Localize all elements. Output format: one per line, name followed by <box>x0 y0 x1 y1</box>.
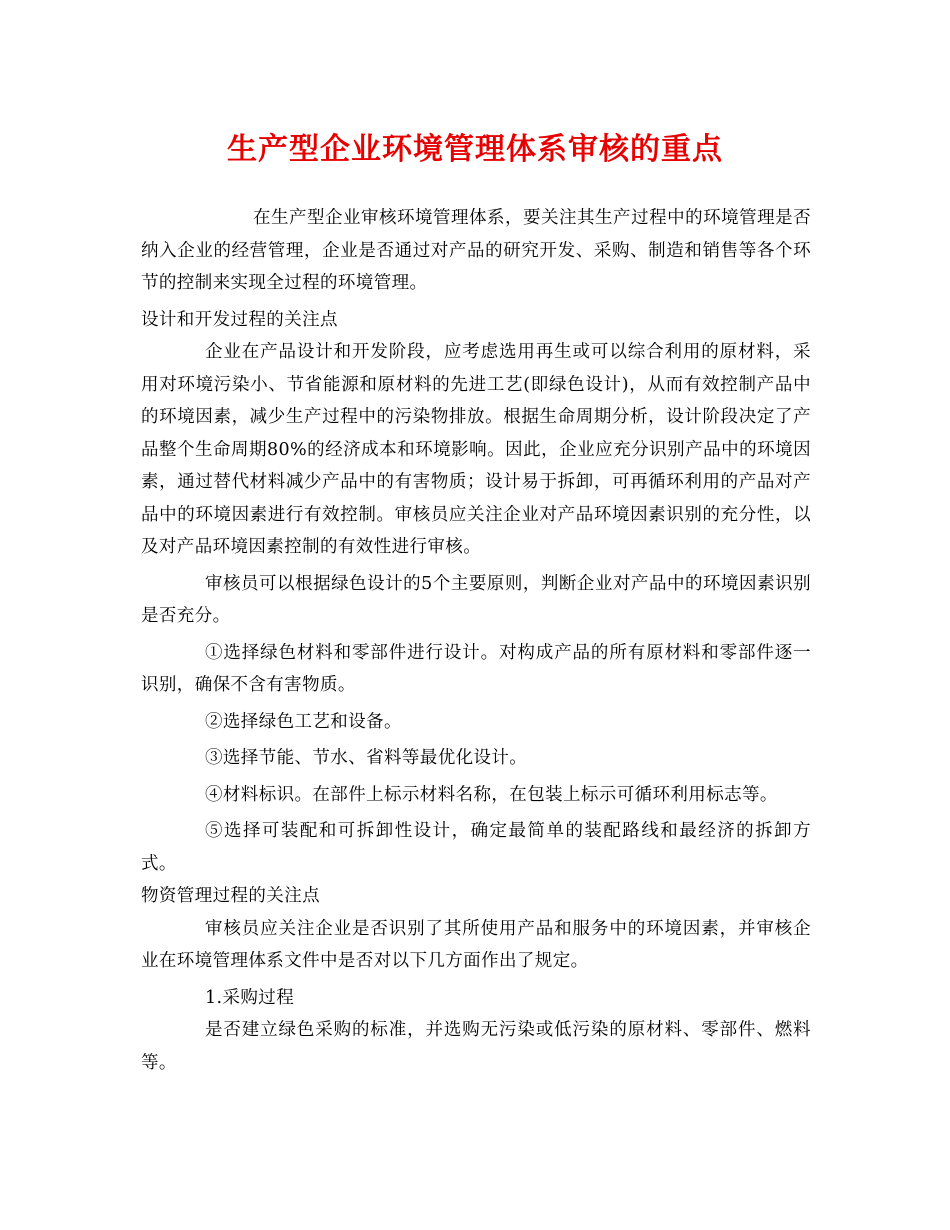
document-title: 生产型企业环境管理体系审核的重点 <box>227 132 723 167</box>
list-item-principle-5: ⑤选择可装配和可拆卸性设计，确定最简单的装配路线和最经济的拆卸方式。 <box>141 821 811 874</box>
list-item-principle-1: ①选择绿色材料和零部件进行设计。对构成产品的所有原材料和零部件逐一识别，确保不含有害物质。 <box>141 642 811 695</box>
section-heading-materials: 物资管理过程的关注点 <box>141 886 320 906</box>
section-heading-design: 设计和开发过程的关注点 <box>141 309 338 330</box>
subheading-procurement: 1.采购过程 <box>205 987 295 1008</box>
paragraph-intro: 在生产型企业审核环境管理体系，要关注其生产过程中的环境管理是否纳入企业的经营管理，企业是否通过对产品的研究开发、采购、制造和销售等各个环节的控制来实现全过程的环境管理。 <box>141 208 811 293</box>
list-item-principle-3: ③选择节能、节水、省料等最优化设计。 <box>205 748 528 768</box>
paragraph-design: 企业在产品设计和开发阶段，应考虑选用再生或可以综合利用的原材料，采用对环境污染小、节省能源和原材料的先进工艺(即绿色设计)，从而有效控制产品中的环境因素，减少生产过程中的污染物排放。根据生命周期分析，设计阶段决定了产品整个生命周期80%的经济成本和环境影响。因此，企业应充分识别产品中的环境因素，通过替代材料减少产品中的有害物质；设计易于拆卸，可再循环利用的产品对产品中的环境因素进行有效控制。审核员应关注企业对产品环境因素识别的充分性，以及对产品环境因素控制的有效性进行审核。 <box>141 342 811 557</box>
list-item-principle-2: ②选择绿色工艺和设备。 <box>205 711 402 732</box>
list-item-principle-4: ④材料标识。在部件上标示材料名称，在包装上标示可循环利用标志等。 <box>205 784 778 805</box>
paragraph-materials: 审核员应关注企业是否识别了其所使用产品和服务中的环境因素，并审核企业在环境管理体系文件中是否对以下几方面作出了规定。 <box>141 918 811 971</box>
document-body <box>141 202 811 1079</box>
paragraph-procurement: 是否建立绿色采购的标准，并选购无污染或低污染的原材料、零部件、燃料等。 <box>141 1020 811 1073</box>
paragraph-principles: 审核员可以根据绿色设计的5个主要原则，判断企业对产品中的环境因素识别是否充分。 <box>141 573 811 626</box>
